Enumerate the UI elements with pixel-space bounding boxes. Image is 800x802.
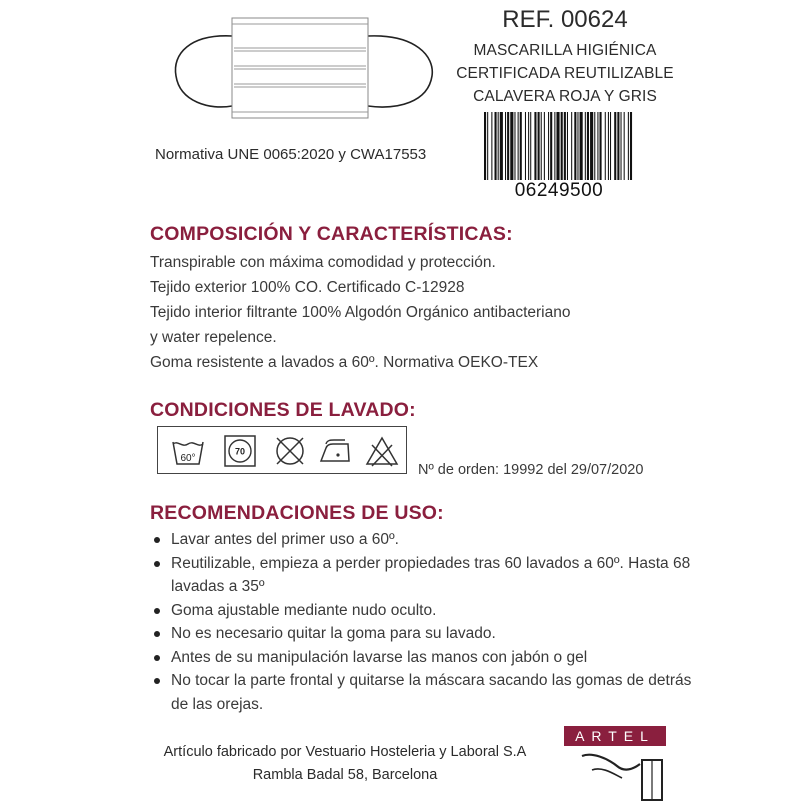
barcode-bar bbox=[518, 112, 519, 180]
barcode-bar bbox=[608, 112, 609, 180]
barcode-bar bbox=[530, 112, 531, 180]
barcode-bar bbox=[621, 112, 622, 180]
barcode-bar bbox=[597, 112, 598, 180]
composicion-line: Tejido interior filtrante 100% Algodón Orgánico antibacteriano bbox=[150, 304, 571, 321]
barcode-bar bbox=[561, 112, 563, 180]
tumble-temp-label: 70 bbox=[234, 446, 246, 457]
barcode-bar bbox=[594, 112, 595, 180]
barcode-bar bbox=[590, 112, 593, 180]
barcode-bar bbox=[520, 112, 522, 180]
mask-illustration bbox=[170, 14, 440, 122]
list-item: Antes de su manipulación lavarse las manos con jabón o gel bbox=[152, 646, 712, 670]
composicion-line: Transpirable con máxima comodidad y protección. bbox=[150, 254, 496, 271]
product-line-1: MASCARILLA HIGIÉNICA bbox=[473, 42, 657, 59]
barcode-bar bbox=[628, 112, 629, 180]
list-item: No tocar la parte frontal y quitarse la máscara sacando las gomas de detrás de las orejas. bbox=[152, 669, 712, 716]
lavado-heading: CONDICIONES DE LAVADO: bbox=[150, 399, 416, 421]
barcode-bar bbox=[507, 112, 509, 180]
barcode-bar bbox=[567, 112, 568, 180]
product-line-3: CALAVERA ROJA Y GRIS bbox=[473, 88, 657, 105]
barcode-bar bbox=[541, 112, 542, 180]
order-number: Nº de orden: 19992 del 29/07/2020 bbox=[418, 462, 644, 478]
barcode-bar bbox=[564, 112, 566, 180]
iron-low-icon bbox=[318, 433, 354, 469]
barcode-bar bbox=[610, 112, 611, 180]
barcode-bar bbox=[528, 112, 529, 180]
barcode-bar bbox=[554, 112, 555, 180]
barcode-bar bbox=[505, 112, 506, 180]
barcode-bar bbox=[514, 112, 515, 180]
tumble-dry-70-icon bbox=[222, 433, 258, 469]
barcode-bar bbox=[587, 112, 589, 180]
composicion-line: Tejido exterior 100% CO. Certificado C-12928 bbox=[150, 279, 465, 296]
barcode-bar bbox=[487, 112, 488, 180]
normativa-text: Normativa UNE 0065:2020 y CWA17553 bbox=[155, 146, 427, 163]
footer-manufacturer: Artículo fabricado por Vestuario Hosteleria y Laboral S.A bbox=[163, 744, 527, 760]
composicion-line: Goma resistente a lavados a 60º. Normativa OEKO-TEX bbox=[150, 354, 539, 371]
wash-temp-label: 60° bbox=[180, 453, 196, 464]
barcode-bar bbox=[624, 112, 625, 180]
list-item: No es necesario quitar la goma para su lavado. bbox=[152, 622, 712, 646]
barcode-bar bbox=[498, 112, 499, 180]
care-symbols-box bbox=[157, 426, 407, 474]
no-bleach-icon bbox=[364, 433, 400, 469]
barcode-bar bbox=[500, 112, 503, 180]
barcode-bar bbox=[630, 112, 632, 180]
recomendaciones-heading: RECOMENDACIONES DE USO: bbox=[150, 502, 444, 524]
composicion-line: y water repelence. bbox=[150, 329, 277, 346]
barcode-bar bbox=[534, 112, 536, 180]
barcode-bar bbox=[577, 112, 578, 180]
barcode bbox=[484, 112, 634, 180]
list-item: Lavar antes del primer uso a 60º. bbox=[152, 528, 712, 552]
wash-60-icon bbox=[170, 433, 206, 469]
footer-address: Rambla Badal 58, Barcelona bbox=[252, 767, 438, 783]
barcode-bar bbox=[550, 112, 552, 180]
composicion-heading: COMPOSICIÓN Y CARACTERÍSTICAS: bbox=[150, 223, 513, 245]
barcode-bar bbox=[614, 112, 616, 180]
recommendations-list bbox=[152, 528, 712, 716]
barcode-bar bbox=[585, 112, 586, 180]
reference-code: REF. 00624 bbox=[502, 6, 628, 33]
barcode-bar bbox=[556, 112, 559, 180]
barcode-bar bbox=[600, 112, 602, 180]
barcode-bar bbox=[484, 112, 486, 180]
barcode-bar bbox=[617, 112, 619, 180]
barcode-number: 06249500 bbox=[514, 180, 604, 201]
barcode-bar bbox=[571, 112, 572, 180]
barcode-bar bbox=[491, 112, 492, 180]
barcode-bar bbox=[538, 112, 540, 180]
barcode-bar bbox=[580, 112, 583, 180]
no-dry-clean-icon bbox=[272, 433, 308, 469]
barcode-bar bbox=[548, 112, 549, 180]
barcode-bar bbox=[510, 112, 513, 180]
product-line-2: CERTIFICADA REUTILIZABLE bbox=[456, 65, 674, 82]
logo-text: ARTEL bbox=[575, 728, 655, 744]
barcode-bar bbox=[495, 112, 497, 180]
barcode-bar bbox=[544, 112, 545, 180]
barcode-bar bbox=[605, 112, 606, 180]
barcode-bar bbox=[574, 112, 576, 180]
barcode-bar bbox=[525, 112, 526, 180]
list-item: Reutilizable, empieza a perder propiedades tras 60 lavados a 60º. Hasta 68 lavadas a 35º bbox=[152, 552, 712, 599]
artel-logo bbox=[562, 726, 668, 802]
list-item: Goma ajustable mediante nudo oculto. bbox=[152, 599, 712, 623]
